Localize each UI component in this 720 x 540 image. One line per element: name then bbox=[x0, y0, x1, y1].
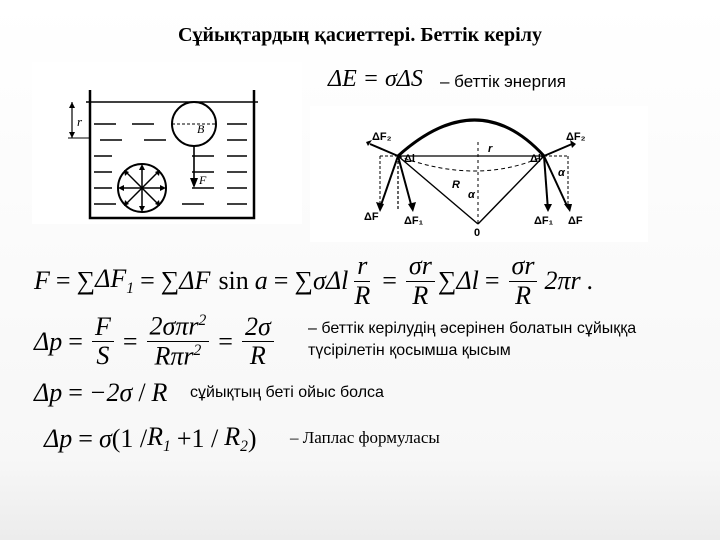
laplace-equation: Δp = σ (1 / $R_1$ +1 / $R_2$ ) bbox=[44, 422, 257, 456]
laplace-caption: – Лаплас формуласы bbox=[290, 428, 440, 447]
label-alpha-right: α bbox=[558, 167, 565, 179]
page-title: Сұйықтардың қасиеттері. Беттік керілу bbox=[178, 24, 542, 46]
label-r-arc: r bbox=[488, 143, 493, 155]
label-alpha-center: α bbox=[468, 189, 475, 201]
label-df2-left: ΔF₂ bbox=[372, 131, 392, 143]
force-diagram bbox=[310, 106, 648, 242]
label-dl-left: Δl bbox=[404, 153, 415, 165]
force-equation: F = ∑ $\Delta F_1$ = ∑ ΔF sin a = ∑ σ Δl $\frac{r}{R}$ = $\frac{\sigma r}{R}$ ∑ Δl = $\frac{\sigma r}{R}$ 2πr . bbox=[34, 251, 594, 310]
label-o: 0 bbox=[474, 227, 481, 239]
pressure-caption: – беттік керілудің әсерінен болатын сұйыққа түсірілетін қосымша қысым bbox=[308, 320, 637, 359]
label-R: R bbox=[452, 179, 460, 191]
label-b: B bbox=[197, 122, 205, 136]
label-r: r bbox=[77, 114, 83, 129]
label-df-left: ΔF bbox=[364, 211, 379, 223]
concave-equation: Δp = −2σ / R bbox=[34, 378, 168, 407]
label-df2-right: ΔF₂ bbox=[566, 131, 586, 143]
concave-caption: сұйықтың беті ойыс болса bbox=[190, 384, 384, 401]
label-df1-right: ΔF₁ bbox=[534, 215, 554, 227]
label-dl-right: Δl bbox=[530, 153, 541, 165]
label-df-right: ΔF bbox=[568, 215, 583, 227]
energy-caption: – беттік энергия bbox=[440, 72, 566, 91]
label-df1-left: ΔF₁ bbox=[404, 215, 424, 227]
vessel-figure bbox=[32, 62, 302, 224]
energy-formula: ΔE = σΔS bbox=[328, 66, 423, 92]
sum-tail: 2πr . bbox=[544, 266, 594, 296]
label-f: F bbox=[199, 173, 207, 187]
pressure-equation: Δp = $\frac{F}{S}$ = $\frac{2\sigma\pi r^2}{R\pi r^2}$ = $\frac{2\sigma}{R}$ bbox=[34, 312, 277, 372]
